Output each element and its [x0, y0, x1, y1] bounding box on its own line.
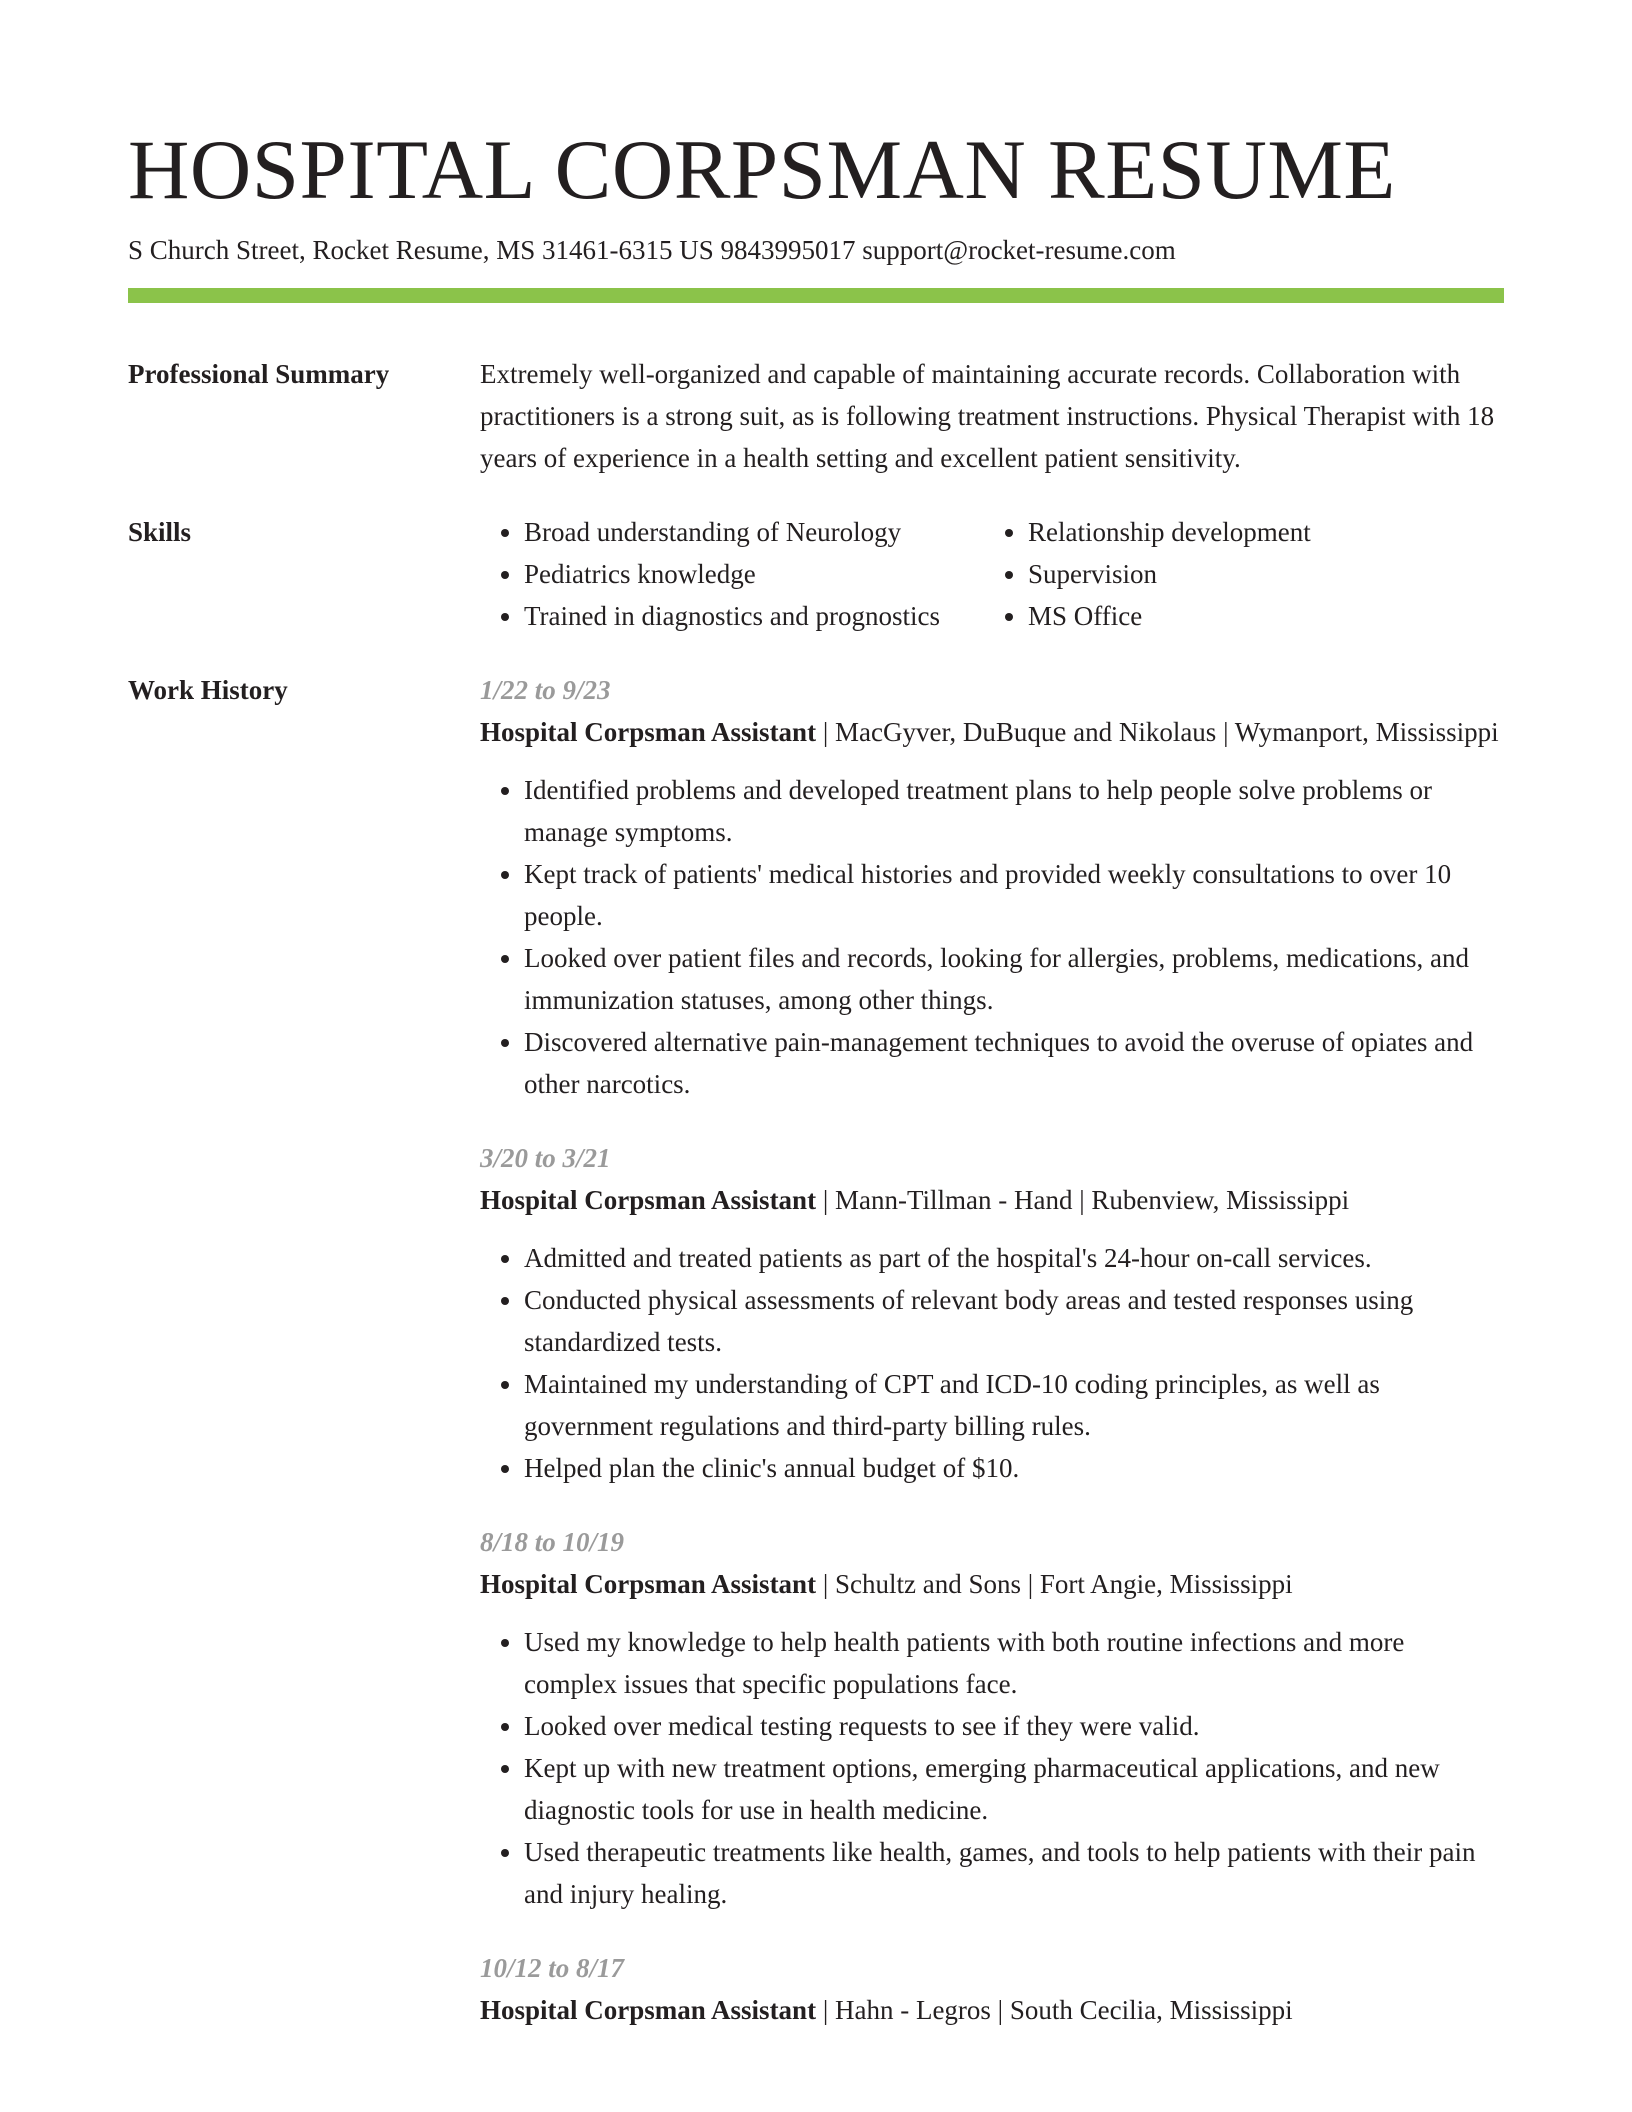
work-history-section	[128, 669, 1504, 2063]
skill-item: • Trained in diagnostics and prognostics	[524, 595, 984, 637]
job-entry	[480, 669, 1504, 1105]
job-bullet: • Looked over medical testing requests to see if they were valid.	[524, 1705, 1504, 1747]
job-bullet: • Discovered alternative pain-management techniques to avoid the overuse of opiates and other narcotics.	[524, 1021, 1504, 1105]
job-title: Hospital Corpsman Assistant	[480, 1569, 817, 1599]
job-details: | Mann-Tillman - Hand | Rubenview, Mississippi	[816, 1185, 1350, 1215]
skill-item: • Relationship development	[1028, 511, 1311, 553]
job-heading	[480, 1563, 1504, 1605]
job-bullet: • Maintained my understanding of CPT and ICD-10 coding principles, as well as government regulations and third-party billing rules.	[524, 1363, 1504, 1447]
skill-item: • Broad understanding of Neurology	[524, 511, 984, 553]
accent-divider	[128, 288, 1504, 303]
skills-list	[480, 511, 1504, 637]
job-dates: 10/12 to 8/17	[480, 1953, 625, 1983]
contact-line: S Church Street, Rocket Resume, MS 31461-6315 US 9843995017 support@rocket-resume.com	[128, 235, 1176, 265]
skill-item: • MS Office	[1028, 595, 1311, 637]
job-bullet: • Helped plan the clinic's annual budget of $10.	[524, 1447, 1504, 1489]
job-heading	[480, 1179, 1504, 1221]
job-dates: 3/20 to 3/21	[480, 1143, 611, 1173]
work-history-list	[480, 669, 1504, 2063]
job-entry	[480, 1947, 1504, 2031]
skill-item: • Supervision	[1028, 553, 1311, 595]
skills-column-1	[480, 511, 984, 637]
job-bullets	[480, 1621, 1504, 1915]
job-details: | Schultz and Sons | Fort Angie, Mississippi	[816, 1569, 1293, 1599]
job-heading	[480, 1989, 1504, 2031]
summary-section	[128, 353, 1504, 479]
skills-heading: Skills	[128, 517, 192, 547]
job-title: Hospital Corpsman Assistant	[480, 1185, 817, 1215]
job-bullet: • Conducted physical assessments of relevant body areas and tested responses using standardized tests.	[524, 1279, 1504, 1363]
skills-column-2	[984, 511, 1311, 637]
job-bullet: • Used therapeutic treatments like health, games, and tools to help patients with their pain and injury healing.	[524, 1831, 1504, 1915]
job-bullet: • Admitted and treated patients as part of the hospital's 24-hour on-call services.	[524, 1237, 1504, 1279]
job-details: | MacGyver, DuBuque and Nikolaus | Wymanport, Mississippi	[816, 717, 1499, 747]
summary-heading: Professional Summary	[128, 359, 390, 389]
job-title: Hospital Corpsman Assistant	[480, 717, 817, 747]
resume-page	[128, 0, 1504, 2063]
job-entry	[480, 1137, 1504, 1489]
skill-item: • Pediatrics knowledge	[524, 553, 984, 595]
job-bullet: • Identified problems and developed treatment plans to help people solve problems or manage symptoms.	[524, 769, 1504, 853]
job-dates: 8/18 to 10/19	[480, 1527, 625, 1557]
job-bullet: • Kept track of patients' medical histories and provided weekly consultations to over 10 people.	[524, 853, 1504, 937]
job-dates: 1/22 to 9/23	[480, 675, 611, 705]
resume-title: HOSPITAL CORPSMAN RESUME	[128, 123, 1396, 217]
job-bullet: • Kept up with new treatment options, emerging pharmaceutical applications, and new diagnostic tools for use in health medicine.	[524, 1747, 1504, 1831]
job-entry	[480, 1521, 1504, 1915]
job-heading	[480, 711, 1504, 753]
summary-text: Extremely well-organized and capable of maintaining accurate records. Collaboration with practitioners is a strong suit, as is following treatment instructions. Physical Therapist with 18 years of experience in a health setting and excellent patient sensitivity.	[480, 359, 1495, 473]
job-bullets	[480, 1237, 1504, 1489]
skills-section	[128, 511, 1504, 637]
job-title: Hospital Corpsman Assistant	[480, 1995, 817, 2025]
job-bullet: • Looked over patient files and records, looking for allergies, problems, medications, and immunization statuses, among other things.	[524, 937, 1504, 1021]
job-details: | Hahn - Legros | South Cecilia, Mississippi	[816, 1995, 1293, 2025]
job-bullet: • Used my knowledge to help health patients with both routine infections and more complex issues that specific populations face.	[524, 1621, 1504, 1705]
work-history-heading: Work History	[128, 675, 288, 705]
job-bullets	[480, 769, 1504, 1105]
